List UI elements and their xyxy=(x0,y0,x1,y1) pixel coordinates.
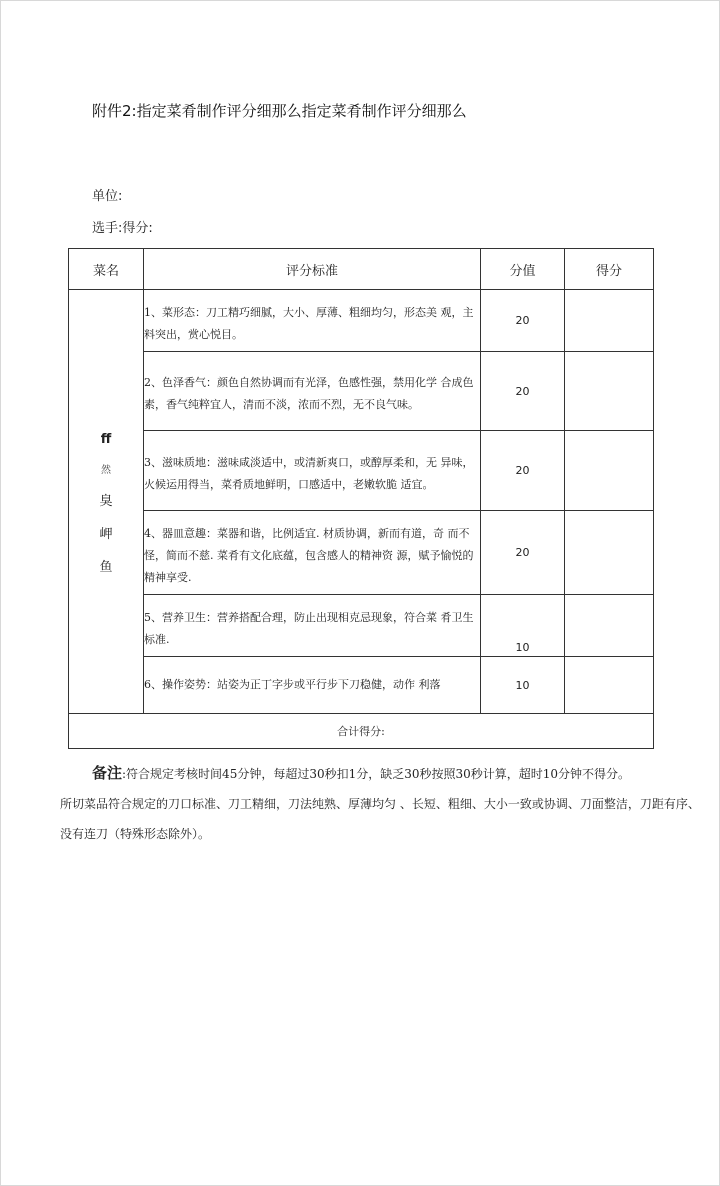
total-score-label: 合计得分: xyxy=(69,714,654,749)
score-input-cell[interactable] xyxy=(565,431,654,511)
criteria-text: 5、营养卫生：营养搭配合理，防止出现相克忌现象，符合菜 肴卫生标准. xyxy=(144,610,474,646)
dish-name-char: 岬 xyxy=(99,527,113,542)
header-points: 分值 xyxy=(481,249,565,290)
criteria-cell xyxy=(144,352,481,431)
document-title: 附件2:指定菜肴制作评分细那么指定菜肴制作评分细那么 xyxy=(92,102,467,120)
criteria-cell xyxy=(144,431,481,511)
table-row xyxy=(69,431,654,511)
dish-name-char: 然 xyxy=(100,465,111,476)
total-row xyxy=(69,714,654,749)
note-section xyxy=(60,758,710,849)
note-label: 备注 xyxy=(92,764,123,782)
criteria-text: 6、操作姿势：站姿为正丁字步或平行步下刀稳健，动作 利落 xyxy=(144,678,441,691)
note-text-1: :符合规定考核时间45分钟，每超过30秒扣1分，缺乏30秒按照30秒计算，超时10分钟不得分。 xyxy=(122,767,631,781)
note-line-1 xyxy=(60,758,710,789)
points-cell: 10 xyxy=(481,595,565,657)
note-text-2: 所切菜品符合规定的刀口标准、刀工精细，刀法纯熟、厚薄均匀 、长短、粗细、大小一致或协调、刀面整洁，刀距有序、没有连刀（特殊形态除外）。 xyxy=(60,797,700,841)
dish-name xyxy=(99,432,112,575)
dish-name-char: 鱼 xyxy=(99,560,113,575)
dish-name-char: ff xyxy=(100,432,112,447)
score-input-cell[interactable] xyxy=(565,290,654,352)
criteria-cell xyxy=(144,657,481,714)
points-cell: 20 xyxy=(481,431,565,511)
table-row xyxy=(69,352,654,431)
criteria-text: 2、色泽香气：颜色自然协调而有光泽，色感性强，禁用化学 合成色素，香气纯粹宜人，清而不淡，浓而不烈，无不良气味。 xyxy=(144,376,474,411)
score-input-cell[interactable] xyxy=(565,352,654,431)
table-row xyxy=(69,657,654,714)
score-input-cell[interactable] xyxy=(565,657,654,714)
dish-name-cell xyxy=(69,290,144,714)
score-input-cell[interactable] xyxy=(565,511,654,595)
table-row xyxy=(69,290,654,352)
score-input-cell[interactable] xyxy=(565,595,654,657)
table-header-row xyxy=(69,249,654,290)
criteria-cell xyxy=(144,595,481,657)
contestant-label: 选手:得分: xyxy=(92,221,153,236)
header-score: 得分 xyxy=(565,249,654,290)
points-cell: 20 xyxy=(481,290,565,352)
scoring-table xyxy=(68,248,654,749)
criteria-cell xyxy=(144,511,481,595)
criteria-text: 3、滋味质地：滋味咸淡适中，或清新爽口，或醇厚柔和，无 异味，火候运用得当，菜肴质地鲜明，口感适中，老嫩软脆 适宜。 xyxy=(144,455,474,491)
criteria-text: 1、菜形态：刀工精巧细腻，大小、厚薄、粗细均匀，形态美 观，主料突出，赏心悦目。 xyxy=(144,305,474,341)
points-cell: 20 xyxy=(481,352,565,431)
table-row xyxy=(69,511,654,595)
header-criteria: 评分标准 xyxy=(144,249,481,290)
points-cell: 20 xyxy=(481,511,565,595)
criteria-text: 4、器皿意趣：菜器和谐，比例适宜. 材质协调，新而有道，奇 而不怪，简而不慈. 菜肴有文化底蕴，包含感人的精神资 源，赋予愉悦的精神享受. xyxy=(144,526,474,584)
header-dish-name: 菜名 xyxy=(69,249,144,290)
points-cell: 10 xyxy=(481,657,565,714)
dish-name-char: 臭 xyxy=(99,494,113,509)
table-row xyxy=(69,595,654,657)
criteria-cell xyxy=(144,290,481,352)
unit-label: 单位: xyxy=(92,189,123,204)
